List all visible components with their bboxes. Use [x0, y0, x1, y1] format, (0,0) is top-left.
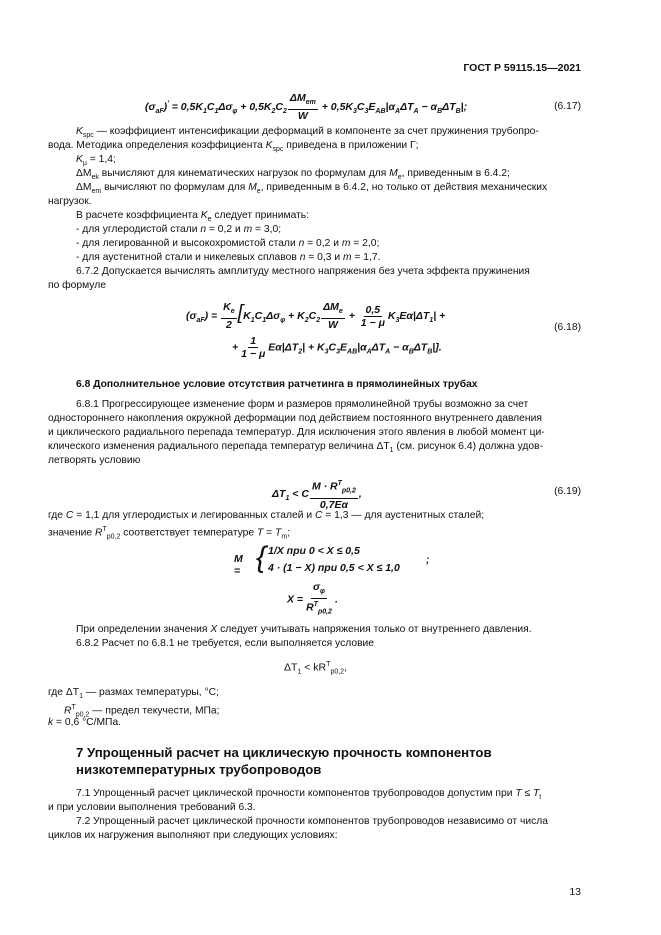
eq-part: |].	[432, 341, 442, 354]
paragraph-71-line2: и при условии выполнения требований 6.3.	[48, 802, 256, 813]
text: вода. Методика определения коэффициента	[48, 140, 266, 151]
text: m	[342, 252, 352, 263]
text: приведена в приложении Г;	[283, 140, 419, 151]
text: n	[298, 238, 305, 249]
text: t	[539, 794, 542, 802]
text: — размах температуры, °С;	[82, 687, 219, 698]
eq-part: e	[338, 308, 343, 316]
equation-number: (6.17)	[554, 101, 581, 112]
text: K	[265, 140, 273, 151]
eq-part: |α	[385, 100, 395, 113]
eq-part: σ	[313, 581, 321, 593]
text: e	[207, 216, 212, 224]
eq-part: AB	[347, 348, 358, 356]
text: K	[76, 126, 83, 137]
equation-6-18-line1	[186, 301, 445, 331]
list-item	[76, 237, 379, 250]
eq-part: 1/X при 0 < X ≤ 0,5	[268, 545, 360, 557]
eq-part: + 0,5K	[318, 100, 353, 113]
eq-part: (σ	[186, 309, 197, 322]
text: T	[533, 788, 540, 799]
eq-part: +	[232, 341, 239, 354]
eq-part: 1	[250, 335, 257, 347]
eq-part: E	[368, 100, 376, 113]
eq-part: aF	[155, 107, 164, 115]
page-number: 13	[569, 886, 581, 898]
eq-part: +	[345, 309, 358, 322]
text: μ	[82, 160, 87, 168]
document-code: ГОСТ Р 59115.15—2021	[463, 62, 581, 74]
eq-part: − α	[390, 341, 409, 354]
eq-part: 1 − μ	[360, 316, 385, 329]
eq-fraction	[359, 304, 387, 329]
eq-part: A	[385, 348, 391, 356]
equation-condition	[284, 661, 347, 676]
eq-part: 3	[353, 107, 357, 115]
eq-part: 1	[250, 316, 255, 324]
text: (см. рисунок 6.4) должна удов-	[393, 441, 544, 452]
eq-part: em	[305, 99, 316, 107]
equation-6-18-line2	[232, 335, 442, 360]
eq-part: ΔM	[323, 301, 339, 313]
text: В расчете коэффициента	[76, 210, 201, 221]
text: K	[76, 154, 83, 165]
eq-part: 3	[324, 348, 329, 356]
text: k	[48, 717, 54, 728]
eq-part: 2	[316, 316, 321, 324]
text: - для легированной и высокохромистой стали	[76, 238, 299, 249]
eq-part: | +	[433, 309, 446, 322]
eq-part: |α	[357, 341, 367, 354]
eq-part: p0,2	[317, 608, 332, 616]
eq-part: 0,5	[365, 303, 381, 316]
eq-part: ,	[358, 488, 362, 501]
text: = 1,3 — для аустенитных сталей;	[322, 510, 485, 521]
eq-part: 0,7Eα	[319, 498, 348, 511]
text: вычисляют по формулам для	[101, 182, 249, 193]
eq-part: + K	[285, 309, 305, 322]
eq-part: |;	[460, 100, 468, 113]
text: - для аустенитной стали и никелевых сплавов	[76, 252, 300, 263]
eq-part: p0,2	[330, 668, 345, 676]
text: m	[281, 533, 288, 541]
paragraph-681-line2: одностороннего накопления окружной деформации под действием постоянного внутреннего давления	[48, 413, 542, 424]
text: C	[65, 510, 74, 521]
text: следует учитывать напряжения только от внутреннего давления.	[217, 624, 532, 635]
paragraph-mem	[76, 181, 547, 198]
text: = 2,0;	[350, 238, 380, 249]
eq-fraction	[304, 581, 334, 619]
text: = 1,1 для углеродистых и легированных сталей и	[73, 510, 315, 521]
text: 7.1 Упрощенный расчет циклической прочности компонентов трубопроводов допустим при	[76, 788, 516, 799]
text: = 1,4;	[86, 154, 116, 165]
paragraph-681-line5: летворять условию	[48, 455, 141, 466]
text: T	[275, 527, 282, 539]
text: R	[64, 705, 72, 717]
text: клического изменения радиального перепада температур величина	[48, 441, 377, 452]
text: = 3,0;	[252, 224, 282, 235]
paragraph-mem-line2: нагрузок.	[48, 196, 92, 207]
eq-part: K	[243, 309, 251, 322]
text: em	[91, 188, 102, 196]
text: M	[389, 168, 398, 179]
eq-part: X =	[287, 593, 304, 606]
text: — коэффициент интенсификации деформаций в компоненте за счет пружинения трубопро-	[93, 126, 539, 137]
text: m	[243, 224, 253, 235]
text: K	[200, 210, 208, 221]
eq-bracket: [	[237, 301, 244, 324]
text: где ΔT	[48, 687, 80, 698]
eq-part: M · R	[311, 480, 338, 493]
equation-number: (6.18)	[554, 322, 581, 333]
text: M	[248, 182, 257, 193]
eq-part: − α	[418, 100, 438, 113]
text: = 0,3 и	[305, 252, 343, 263]
eq-part: K	[387, 309, 396, 322]
eq-part: 2	[298, 348, 303, 356]
paragraph-681-line3: и циклического радиального перепада температур. Для исключения этого явления в любой момент ци-	[48, 427, 545, 438]
eq-part: + 0,5K	[237, 100, 272, 113]
text: = 0,2 и	[304, 238, 342, 249]
eq-part: 1	[214, 107, 219, 115]
eq-part: 2	[225, 319, 232, 332]
eq-brace: {	[256, 541, 267, 574]
text: соответствует температуре	[120, 527, 257, 539]
eq-part: B	[455, 107, 461, 115]
eq-part: C	[308, 309, 317, 322]
eq-part: 1	[429, 316, 434, 324]
eq-part: 3	[364, 107, 369, 115]
eq-part: B	[408, 348, 414, 356]
eq-part: | + K	[302, 341, 325, 354]
eq-fraction	[288, 92, 318, 122]
eq-part: e	[230, 308, 235, 316]
text: e	[397, 174, 402, 182]
eq-part: C	[254, 309, 263, 322]
eq-part: 2	[304, 316, 309, 324]
eq-part: 1	[297, 668, 302, 676]
eq-part: 2	[271, 107, 276, 115]
eq-fraction	[321, 301, 345, 331]
eq-part: B	[437, 107, 443, 115]
eq-part: C	[206, 100, 215, 113]
list-item	[76, 251, 380, 264]
paragraph-681: 6.8.1 Прогрессирующее изменение форм и размеров прямолинейной трубы возможно за счет	[76, 399, 529, 410]
eq-part: = 0,5K	[168, 100, 203, 113]
eq-part: ΔT	[413, 341, 428, 354]
eq-part: .	[334, 593, 338, 606]
text: ΔM	[76, 168, 92, 179]
eq-part: )	[163, 100, 168, 113]
eq-part: < kR	[301, 661, 327, 674]
eq-part: φ	[320, 588, 325, 596]
eq-part: (σ	[145, 100, 156, 113]
text: При определении значения	[76, 624, 211, 635]
paragraph-72-line2: циклов их нагружения выполняют при следующих условиях:	[48, 830, 338, 841]
eq-part: W	[328, 319, 338, 332]
eq-part: C	[356, 100, 365, 113]
text: m	[341, 238, 351, 249]
eq-part: 3	[336, 348, 341, 356]
eq-part: aF	[196, 316, 205, 324]
eq-part: ΔT	[272, 488, 286, 501]
text: 1	[389, 447, 394, 455]
eq-part: R	[306, 601, 314, 614]
eq-part: 1	[202, 107, 207, 115]
eq-part: A	[366, 348, 372, 356]
text: spc	[82, 132, 94, 140]
eq-part: φ	[280, 316, 286, 324]
eq-part: A	[413, 107, 419, 115]
section-7-heading-line2: низкотемпературных трубопроводов	[76, 762, 322, 777]
eq-part: 1 − μ	[241, 348, 266, 360]
text: p0,2	[106, 533, 121, 541]
eq-part: p0,2	[341, 487, 356, 495]
text: ΔT	[376, 441, 390, 452]
eq-part: ) =	[204, 309, 218, 322]
eq-part: ΔT	[442, 100, 456, 113]
eq-part: ,	[344, 661, 347, 674]
text: ek	[91, 174, 99, 182]
eq-part: ΔM	[289, 92, 306, 104]
eq-part: M =	[234, 553, 243, 577]
eq-part: 1	[262, 316, 267, 324]
paragraph-672-line2: по формуле	[48, 280, 106, 291]
paragraph-672: 6.7.2 Допускается вычислять амплитуду местного напряжения без учета эффекта пружинения	[76, 266, 530, 277]
eq-part: ΔT	[284, 661, 298, 674]
eq-part: ΔT	[371, 341, 386, 354]
text: 1	[79, 693, 83, 701]
eq-part: Δσ	[218, 100, 233, 113]
eq-part: C	[275, 100, 284, 113]
text: = 0,6 °С/МПа.	[53, 717, 122, 728]
eq-part: T	[313, 601, 318, 609]
eq-part: A	[395, 107, 401, 115]
text: вычисляют для кинематических нагрузок по формулам для	[98, 168, 390, 179]
eq-part: T	[326, 661, 331, 668]
where-line-3	[48, 716, 121, 729]
paragraph-note	[76, 623, 532, 636]
text: =	[263, 527, 276, 539]
section-heading: 6.8 Дополнительное условие отсутствия ратчетинга в прямолинейных трубах	[76, 379, 478, 390]
equation-number: (6.19)	[554, 486, 581, 497]
text: — предел текучести, МПа;	[89, 705, 220, 717]
equation-6-19	[272, 478, 362, 511]
text: ΔM	[76, 182, 92, 193]
paragraph-682: 6.8.2 Расчет по 6.8.1 не требуется, если выполняется условие	[76, 638, 375, 649]
equation-x	[287, 581, 338, 619]
eq-part: E	[340, 341, 348, 354]
eq-part: φ	[232, 107, 238, 115]
text: T	[515, 788, 522, 799]
equation-6-17	[145, 92, 467, 122]
text: X	[210, 624, 218, 635]
text: = 0,2 и	[206, 224, 244, 235]
text: n	[200, 224, 207, 235]
text: spc	[272, 146, 284, 154]
eq-part: Δσ	[266, 309, 281, 322]
text: n	[299, 252, 306, 263]
text: следует принимать:	[211, 210, 310, 221]
text: , приведенным в 6.4.2, но только от действия механических	[260, 182, 548, 193]
eq-part: 1	[285, 495, 290, 503]
eq-part: AB	[375, 107, 386, 115]
text: T	[102, 526, 107, 533]
eq-part: 4 · (1 − X) при 0,5 < X ≤ 1,0	[268, 562, 400, 574]
eq-part: < C	[289, 488, 309, 501]
eq-part: 3	[395, 316, 400, 324]
paragraph-where-c	[48, 509, 484, 522]
eq-fraction	[221, 301, 237, 331]
eq-part: Eα|ΔT	[268, 341, 299, 354]
text: e	[256, 188, 261, 196]
eq-part: ;	[426, 554, 430, 566]
eq-part: ΔT	[400, 100, 414, 113]
section-7-heading: 7 Упрощенный расчет на циклическую прочность компонентов	[76, 745, 492, 760]
text: T	[71, 704, 76, 711]
eq-part: Eα|ΔT	[399, 309, 430, 322]
eq-part: C	[328, 341, 337, 354]
list-item	[76, 223, 281, 236]
text: значение	[48, 527, 96, 539]
text: p0,2	[75, 711, 90, 719]
text: R	[95, 527, 103, 539]
text: ;	[287, 527, 291, 539]
text: где	[48, 510, 66, 521]
eq-part: K	[223, 301, 231, 313]
eq-part: B	[427, 348, 433, 356]
eq-part: ′	[167, 100, 169, 108]
paragraph-where-c-line2	[48, 523, 290, 543]
paragraph-72: 7.2 Упрощенный расчет циклической прочности компонентов трубопроводов независимо от числа	[76, 816, 549, 827]
text: - для углеродистой стали	[76, 224, 201, 235]
text: ≤	[521, 788, 533, 799]
eq-part: 2	[283, 107, 287, 115]
text: C	[314, 510, 323, 521]
eq-part: W	[297, 110, 308, 123]
text: , приведенным в 6.4.2;	[401, 168, 510, 179]
text: = 1,7.	[351, 252, 381, 263]
eq-fraction	[310, 478, 358, 511]
eq-fraction	[239, 335, 267, 360]
eq-part: T	[337, 480, 342, 487]
text: T	[257, 527, 264, 539]
